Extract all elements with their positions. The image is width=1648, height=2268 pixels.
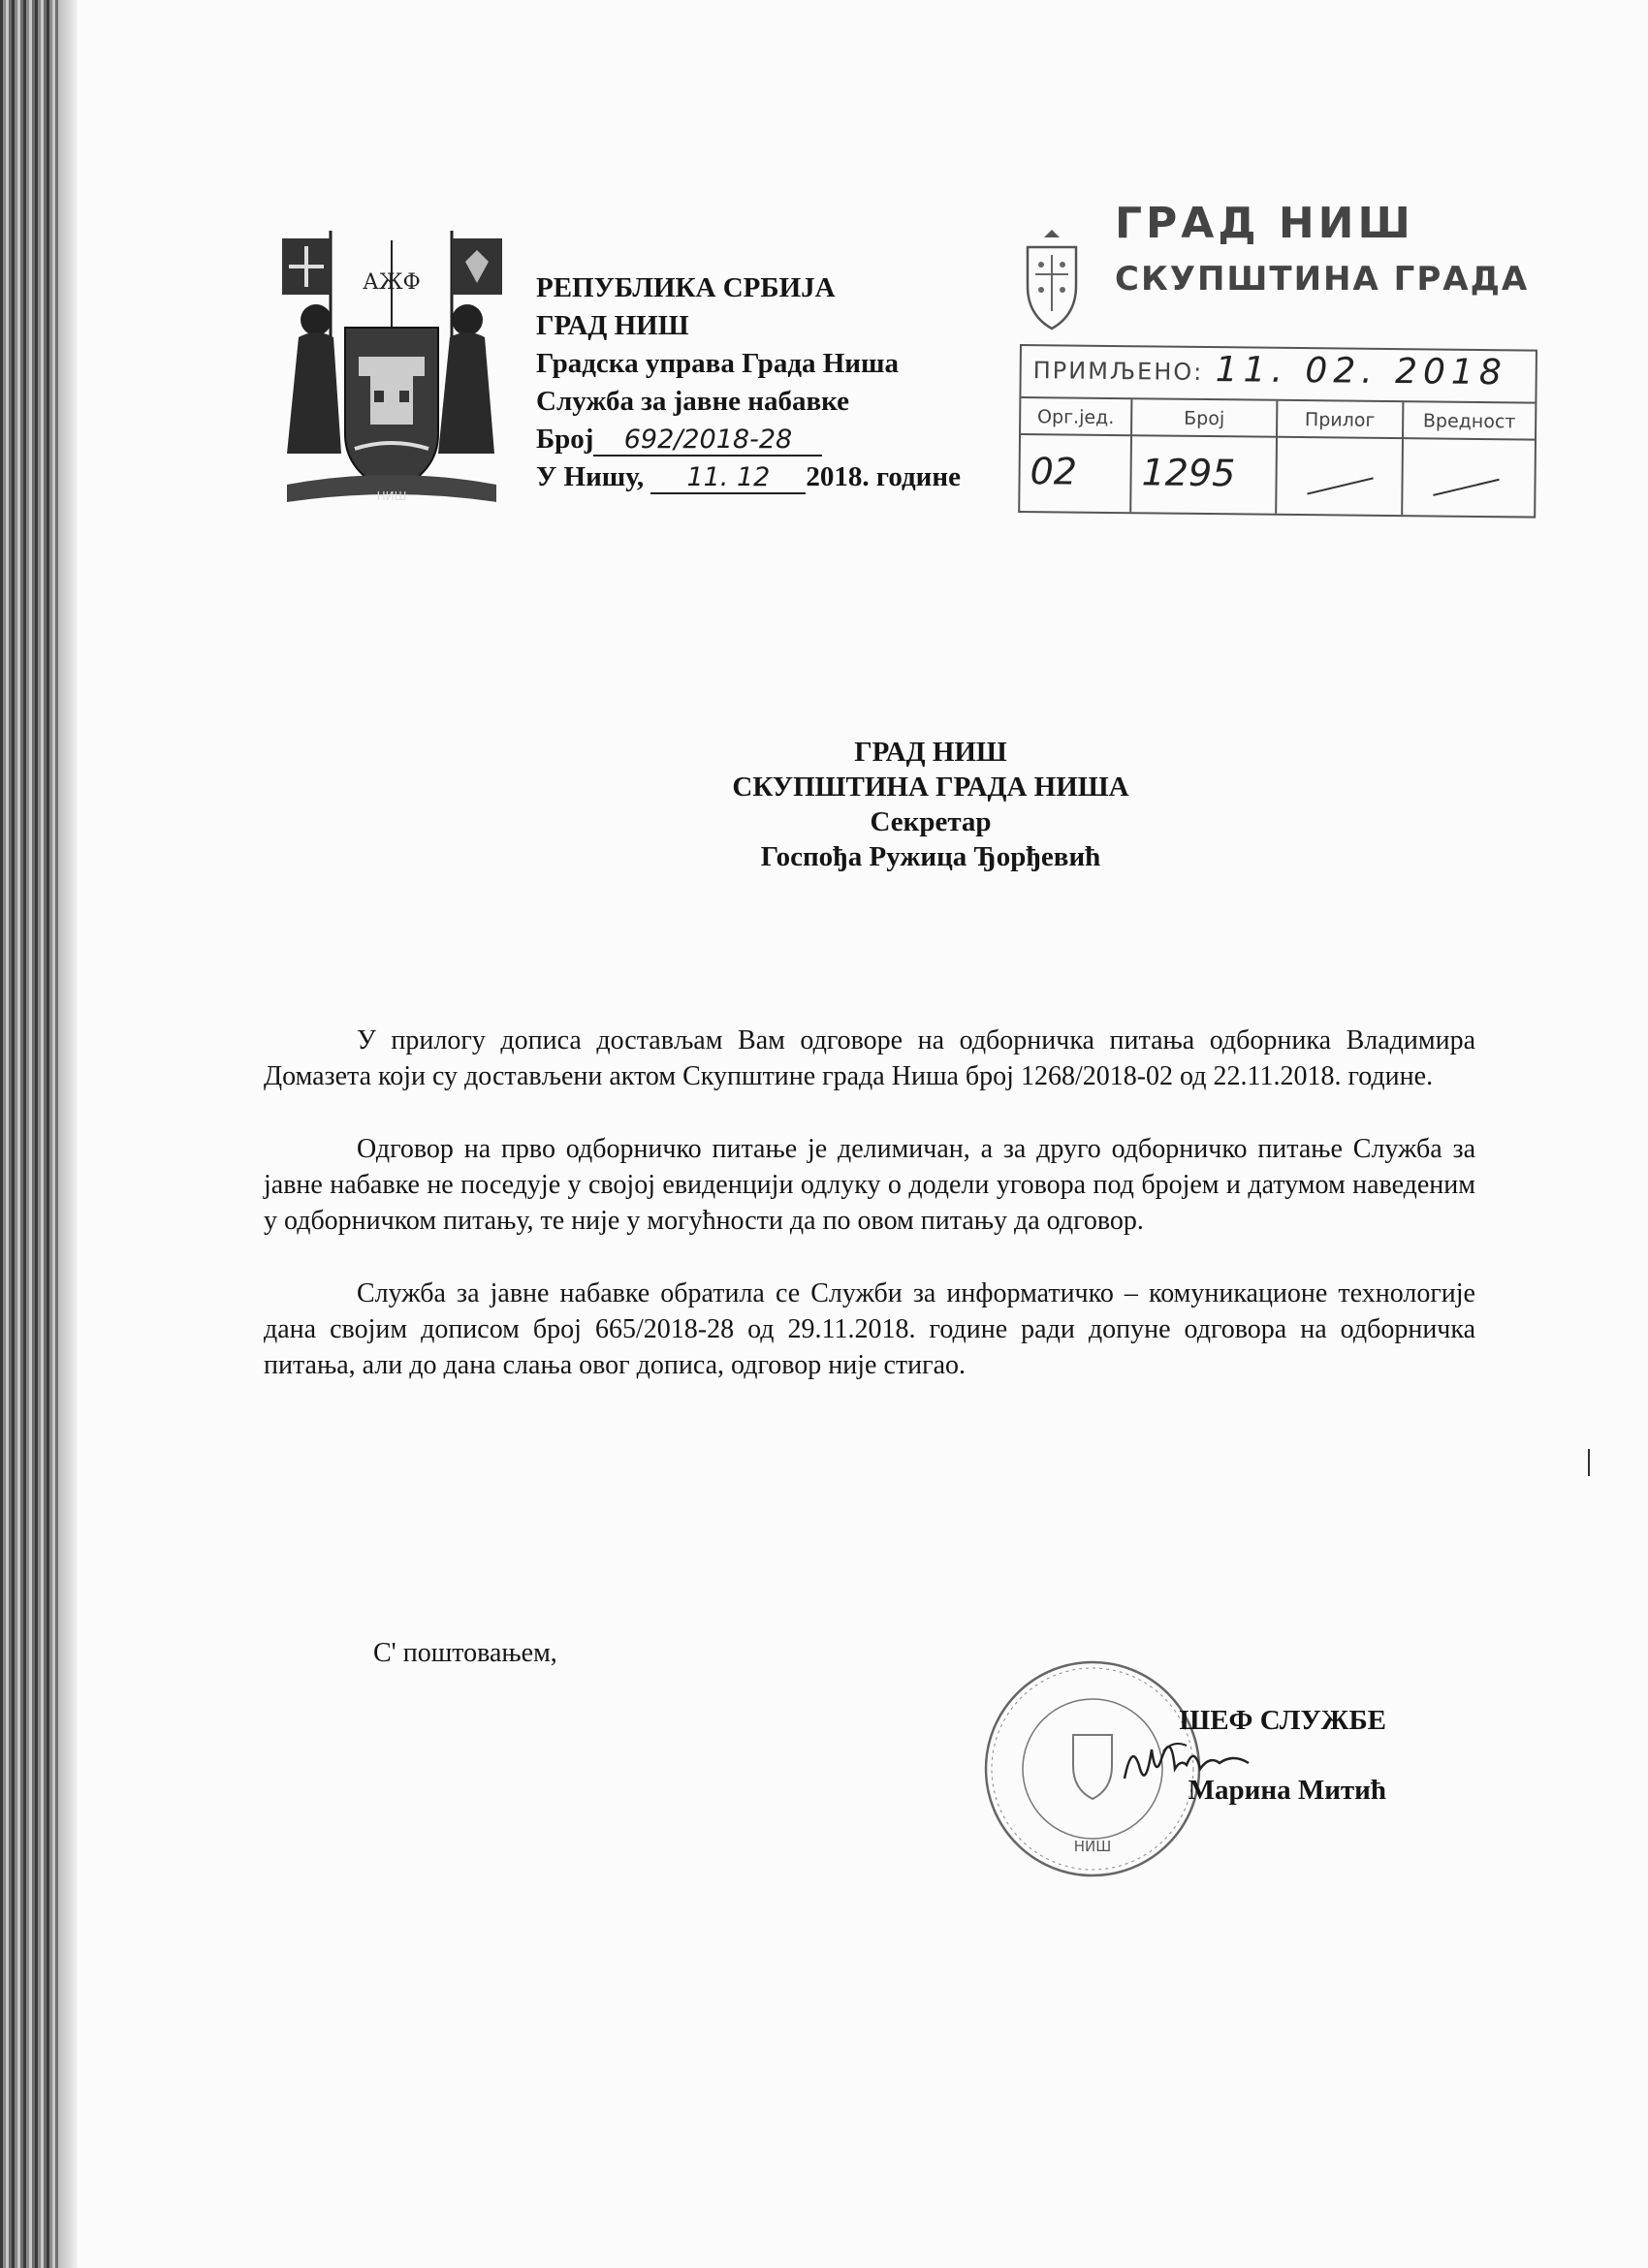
header-date-line bbox=[536, 458, 961, 496]
stamp-val-attachment bbox=[1277, 438, 1404, 515]
coat-banner-text: АЖФ bbox=[363, 270, 421, 295]
handwritten-signature-icon bbox=[1105, 1730, 1318, 1798]
paragraph-1: У прилогу дописа достављам Вам одговоре на одборничка питања одборника Владимира Домазета који су достављени актом Скупштине града Ниша број 1268/2018-02 од 22.11.2018. године. bbox=[264, 1025, 1475, 1091]
header-administration: Градска управа Града Ниша bbox=[536, 348, 899, 379]
addressee-line1: ГРАД НИШ bbox=[854, 737, 1007, 768]
coat-caption: НИШ bbox=[376, 489, 407, 503]
addressee-block bbox=[582, 735, 1280, 874]
stamp-received-date: 11. 02. 2018 bbox=[1215, 350, 1507, 394]
header-service: Служба за јавне набавке bbox=[536, 386, 850, 417]
seal-caption: НИШ bbox=[1073, 1838, 1112, 1855]
stamp-col-number: Број bbox=[1132, 399, 1278, 438]
handwritten-number: 692/2018-28 bbox=[593, 425, 822, 457]
scanner-shadow bbox=[58, 0, 78, 2268]
year-suffix: 2018. године bbox=[806, 461, 961, 492]
signer-name: Марина Митић bbox=[1188, 1775, 1386, 1806]
letter-body bbox=[264, 1023, 1475, 1420]
stamp-title: ГРАД НИШ bbox=[1115, 199, 1414, 248]
addressee-line3: Секретар bbox=[870, 806, 992, 837]
stamp-val-value bbox=[1403, 439, 1535, 516]
stamp-val-number: 1295 bbox=[1131, 436, 1278, 514]
stamp-val-org: 02 bbox=[1020, 435, 1132, 512]
closing-salutation: С' поштовањем, bbox=[373, 1638, 557, 1668]
coat-of-arms-icon bbox=[277, 231, 506, 518]
stamp-grid bbox=[1020, 396, 1535, 517]
header-city: ГРАД НИШ bbox=[536, 310, 689, 341]
handwritten-date: 11. 12 bbox=[650, 463, 806, 494]
stamp-received-label: ПРИМЉЕНО: bbox=[1032, 357, 1204, 386]
header-country: РЕПУБЛИКА СРБИЈА bbox=[536, 272, 836, 303]
number-label: Број bbox=[536, 424, 594, 455]
received-stamp bbox=[1018, 344, 1537, 519]
stamp-crest-icon bbox=[1018, 226, 1086, 334]
stamp-col-org: Орг.јед. bbox=[1021, 398, 1132, 436]
addressee-line4: Госпођа Ружица Ђорђевић bbox=[760, 841, 1101, 872]
paragraph-3: Служба за јавне набавке обратила се Служби за информатичко – комуникационе технологије дана својим дописом број 665/2018-28 од 29.11.2018. године ради допуне одговора на одборничка питања, али до дана слања овог дописа, одговор није стигао. bbox=[264, 1278, 1475, 1380]
scanner-edge bbox=[0, 0, 58, 2268]
addressee-line2: СКУПШТИНА ГРАДА НИША bbox=[732, 772, 1129, 803]
header-number-line bbox=[536, 421, 961, 458]
place-label: У Нишу, bbox=[536, 461, 645, 492]
letter-header bbox=[536, 269, 961, 496]
stamp-subtitle: СКУПШТИНА ГРАДА bbox=[1115, 260, 1530, 299]
signer-title: ШЕФ СЛУЖБЕ bbox=[1179, 1705, 1386, 1736]
margin-mark bbox=[1588, 1449, 1590, 1476]
paragraph-2: Одговор на прво одборничко питање је делимичан, а за друго одборничко питање Служба за јавне набавке не поседује у својој евиденцији одлуку о додели уговора под бројем и датумом наведеним у одборничком питању, те није у могућности да по овом питању да одговор. bbox=[264, 1134, 1475, 1236]
stamp-col-attachment: Прилог bbox=[1278, 401, 1404, 439]
stamp-col-value: Вредност bbox=[1404, 402, 1535, 440]
